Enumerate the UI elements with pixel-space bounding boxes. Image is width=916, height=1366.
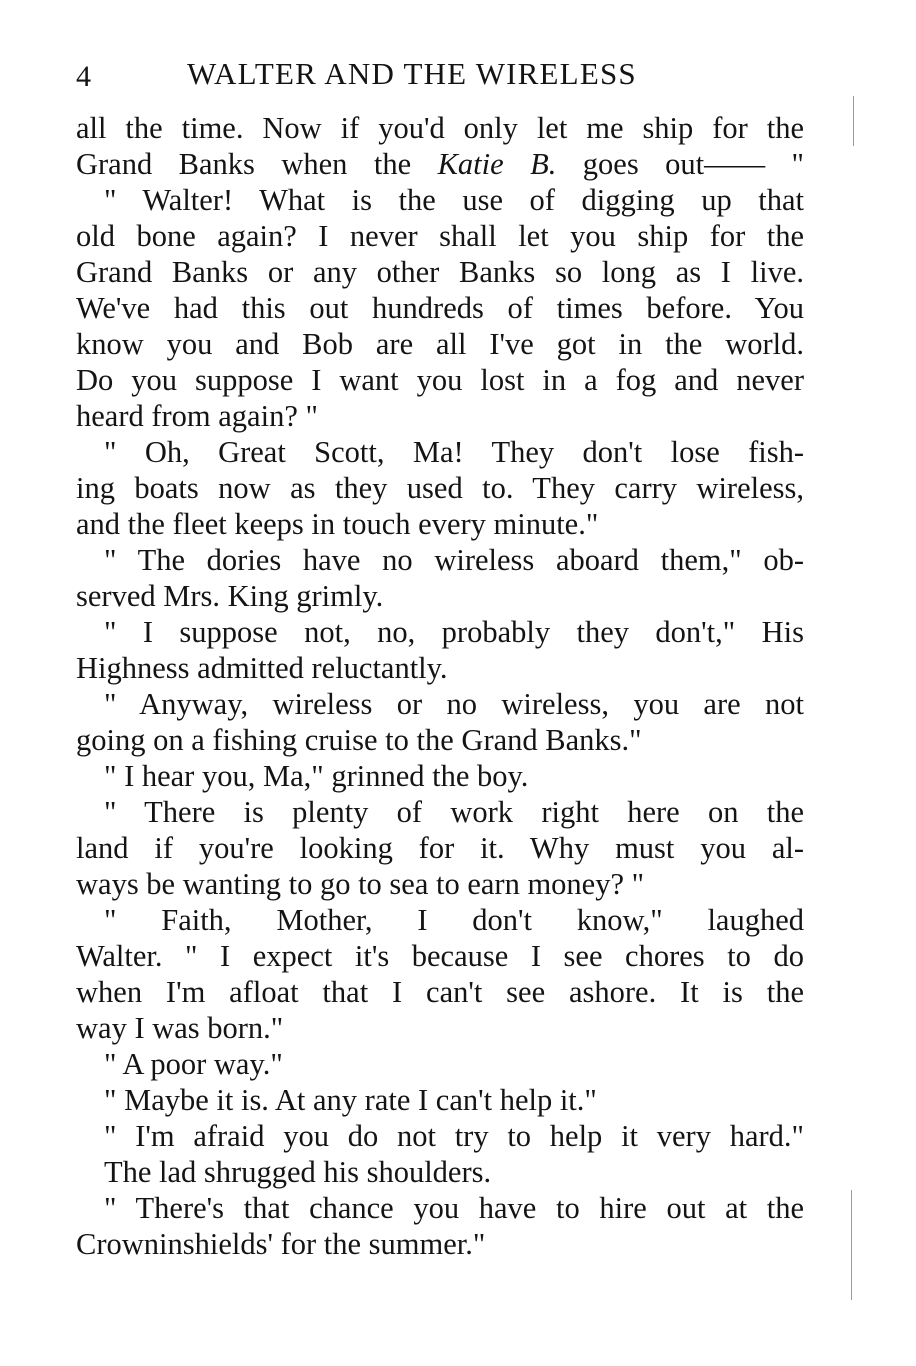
text-line: " A poor way." xyxy=(104,1047,283,1081)
text-line: We've had this out hundreds of times before. You xyxy=(76,291,804,325)
text-line: land if you're looking for it. Why must you al- xyxy=(76,831,804,865)
text-line: old bone again? I never shall let you ship for the xyxy=(76,219,804,253)
page-number: 4 xyxy=(76,60,91,93)
text-line: all the time. Now if you'd only let me ship for the xyxy=(76,111,804,145)
text-line: Grand Banks or any other Banks so long as I live. xyxy=(76,255,804,289)
text-line: " I'm afraid you do not try to help it very hard." xyxy=(104,1119,804,1153)
text-line: " There is plenty of work right here on the xyxy=(104,795,804,829)
ship-name: Katie B. xyxy=(437,147,557,181)
text-line: " Anyway, wireless or no wireless, you are not xyxy=(104,687,804,721)
text-line: Highness admitted reluctantly. xyxy=(76,651,448,685)
text-line: " I suppose not, no, probably they don't," His xyxy=(104,615,804,649)
text-line: " Faith, Mother, I don't know," laughed xyxy=(104,903,804,937)
text-line: Grand Banks when the Katie B. goes out—— " xyxy=(76,147,804,181)
text-line: ways be wanting to go to sea to earn money? " xyxy=(76,867,645,901)
text-line: and the fleet keeps in touch every minute." xyxy=(76,507,599,541)
text-line: served Mrs. King grimly. xyxy=(76,579,384,613)
running-head: WALTER AND THE WIRELESS xyxy=(187,56,637,91)
text-line: way I was born." xyxy=(76,1011,284,1045)
text-line: " Walter! What is the use of digging up that xyxy=(104,183,804,217)
text-line: " There's that chance you have to hire out at the xyxy=(104,1191,804,1225)
text-line: The lad shrugged his shoulders. xyxy=(104,1155,492,1189)
text-line: " The dories have no wireless aboard them," ob- xyxy=(104,543,804,577)
text-line: " Oh, Great Scott, Ma! They don't lose fish- xyxy=(104,435,804,469)
text-line: " I hear you, Ma," grinned the boy. xyxy=(104,759,529,793)
text-line: Crowninshields' for the summer." xyxy=(76,1227,486,1261)
text-line: going on a fishing cruise to the Grand Banks." xyxy=(76,723,642,757)
text-line: heard from again? " xyxy=(76,399,318,433)
body-text xyxy=(76,110,804,1262)
margin-scan-mark xyxy=(851,1190,852,1300)
text-line: " Maybe it is. At any rate I can't help it." xyxy=(104,1083,597,1117)
page-header xyxy=(76,56,716,96)
text-line: Walter. " I expect it's because I see chores to do xyxy=(76,939,804,973)
text-line: ing boats now as they used to. They carry wireless, xyxy=(76,471,804,505)
text-line: when I'm afloat that I can't see ashore. It is the xyxy=(76,975,804,1009)
margin-scan-mark xyxy=(853,96,854,146)
text-line: know you and Bob are all I've got in the world. xyxy=(76,327,804,361)
text-line: Do you suppose I want you lost in a fog and never xyxy=(76,363,804,397)
